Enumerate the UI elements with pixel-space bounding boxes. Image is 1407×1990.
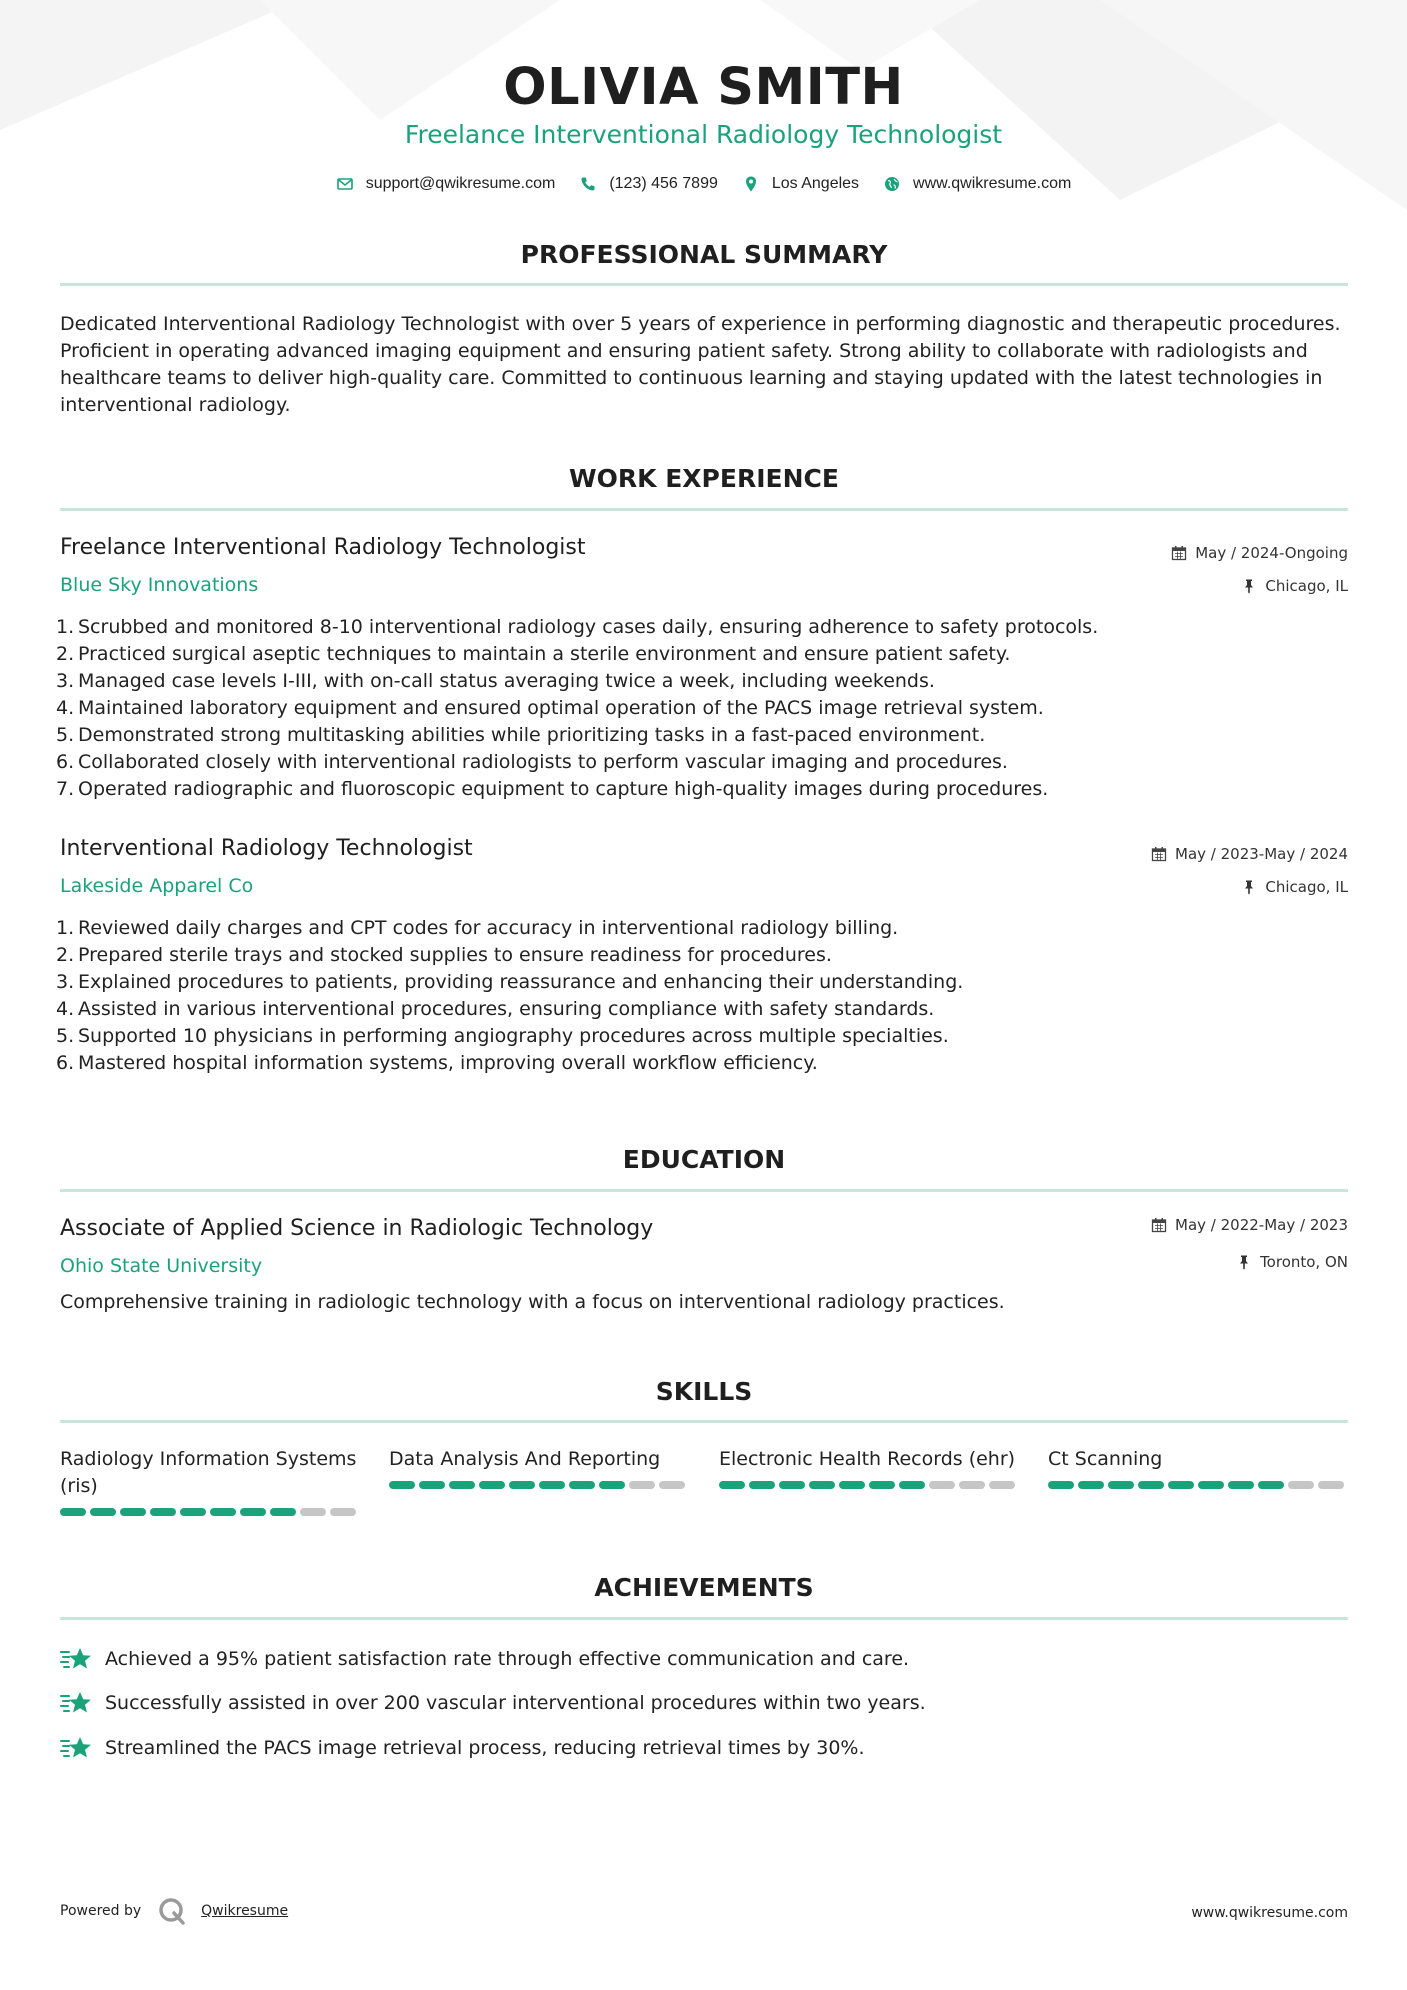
list-item: 7. Operated radiographic and fluoroscopic equipment to capture high-quality images during procedures. — [56, 778, 1049, 800]
skill-level-bar — [60, 1508, 360, 1516]
map-marker-icon — [742, 175, 760, 193]
skill-segment-filled — [210, 1508, 236, 1516]
list-item: 5. Demonstrated strong multitasking abilities while prioritizing tasks in a fast-paced environment. — [56, 724, 986, 746]
pushpin-icon — [1241, 879, 1257, 895]
skill-segment-filled — [479, 1481, 505, 1489]
skill-segment-filled — [1048, 1481, 1074, 1489]
list-item: 3. Managed case levels I-III, with on-call status averaging twice a week, including weekends. — [56, 670, 935, 692]
summary-divider — [60, 283, 1348, 286]
skill-segment-empty — [929, 1481, 955, 1489]
job-bullets-1 — [56, 614, 1346, 803]
skill-2 — [389, 1446, 689, 1489]
skill-segment-filled — [1168, 1481, 1194, 1489]
skill-1 — [60, 1446, 360, 1516]
contact-location-text: Los Angeles — [771, 175, 860, 192]
skill-segment-filled — [120, 1508, 146, 1516]
contact-location — [742, 175, 859, 193]
contact-website[interactable] — [883, 175, 1071, 193]
list-item: 2. Prepared sterile trays and stocked supplies to ensure readiness for procedures. — [56, 944, 832, 966]
skill-name: Radiology Information Systems (ris) — [60, 1448, 357, 1497]
skill-segment-empty — [629, 1481, 655, 1489]
job-company-1: Blue Sky Innovations — [60, 574, 259, 596]
summary-text: Dedicated Interventional Radiology Technologist with over 5 years of experience in performing diagnostic and therapeutic procedures. Proficient in operating advanced imaging equipment and ensuring patient safety. Strong ability to collaborate with radiologists and healthcare teams to deliver high-quality care. Committed to continuous learning and staying updated with the latest technologies in interventional radiology. — [60, 313, 1341, 416]
list-item: 3. Explained procedures to patients, providing reassurance and enhancing their understanding. — [56, 971, 964, 993]
star-achievement-icon — [60, 1735, 92, 1761]
achievement-item: Achieved a 95% patient satisfaction rate through effective communication and care. — [60, 1644, 909, 1674]
footer-website-link[interactable]: www.qwikresume.com — [1191, 1905, 1348, 1921]
experience-divider — [60, 508, 1348, 511]
education-school: Ohio State University — [60, 1255, 263, 1277]
education-location-text: Toronto, ON — [1260, 1253, 1348, 1271]
list-item: 6. Mastered hospital information systems, improving overall workflow efficiency. — [56, 1052, 818, 1074]
education-location — [1236, 1253, 1348, 1271]
education-divider — [60, 1189, 1348, 1192]
list-item: 5. Supported 10 physicians in performing angiography procedures across multiple specialties. — [56, 1025, 949, 1047]
skill-segment-empty — [989, 1481, 1015, 1489]
skill-segment-filled — [449, 1481, 475, 1489]
skill-segment-empty — [300, 1508, 326, 1516]
job-location-text-2: Chicago, IL — [1265, 878, 1348, 896]
skill-segment-filled — [240, 1508, 266, 1516]
job-location-2 — [1241, 878, 1348, 896]
skill-segment-filled — [779, 1481, 805, 1489]
skills-heading: SKILLS — [655, 1377, 753, 1406]
skill-name: Data Analysis And Reporting — [389, 1448, 661, 1470]
skill-segment-empty — [659, 1481, 685, 1489]
skill-level-bar — [719, 1481, 1019, 1489]
skill-segment-empty — [959, 1481, 985, 1489]
contact-phone[interactable] — [579, 175, 718, 193]
skill-segment-filled — [749, 1481, 775, 1489]
qwikresume-logo-icon — [157, 1896, 187, 1926]
education-degree: Associate of Applied Science in Radiologic Technology — [60, 1216, 654, 1241]
skill-level-bar — [389, 1481, 689, 1489]
skill-segment-filled — [809, 1481, 835, 1489]
skill-segment-filled — [1258, 1481, 1284, 1489]
list-item: 6. Collaborated closely with interventional radiologists to perform vascular imaging and procedures. — [56, 751, 1008, 773]
achievements-heading: ACHIEVEMENTS — [594, 1573, 814, 1602]
contact-phone-text: (123) 456 7899 — [609, 175, 718, 192]
skill-segment-filled — [270, 1508, 296, 1516]
job-dates-1 — [1171, 544, 1348, 562]
skill-segment-filled — [1108, 1481, 1134, 1489]
skill-segment-empty — [1288, 1481, 1314, 1489]
powered-by-label: Powered by — [60, 1903, 142, 1919]
skill-segment-filled — [1138, 1481, 1164, 1489]
education-dates — [1151, 1216, 1348, 1234]
education-heading: EDUCATION — [622, 1145, 786, 1174]
skill-segment-filled — [599, 1481, 625, 1489]
skill-segment-filled — [899, 1481, 925, 1489]
footer-powered-by — [60, 1896, 288, 1926]
job-dates-text-1: May / 2024-Ongoing — [1195, 544, 1348, 562]
skill-segment-filled — [1228, 1481, 1254, 1489]
skill-segment-filled — [389, 1481, 415, 1489]
list-item: 4. Maintained laboratory equipment and ensured optimal operation of the PACS image retrieval system. — [56, 697, 1044, 719]
skill-name: Electronic Health Records (ehr) — [719, 1448, 1016, 1470]
skill-4 — [1048, 1446, 1348, 1489]
qwikresume-link[interactable]: Qwikresume — [201, 1903, 289, 1919]
job-dates-2 — [1151, 845, 1348, 863]
skill-name: Ct Scanning — [1048, 1448, 1163, 1470]
skill-segment-filled — [719, 1481, 745, 1489]
achievement-item: Successfully assisted in over 200 vascular interventional procedures within two years. — [60, 1688, 926, 1718]
job-title-1: Freelance Interventional Radiology Technologist — [60, 535, 586, 560]
contact-email-text: support@qwikresume.com — [365, 175, 556, 192]
list-item: 4. Assisted in various interventional procedures, ensuring compliance with safety standards. — [56, 998, 935, 1020]
candidate-title: Freelance Interventional Radiology Technologist — [404, 120, 1003, 149]
job-bullets-2 — [56, 915, 1346, 1077]
skill-segment-empty — [330, 1508, 356, 1516]
skill-segment-filled — [90, 1508, 116, 1516]
skill-segment-filled — [1078, 1481, 1104, 1489]
skill-level-bar — [1048, 1481, 1348, 1489]
skill-segment-filled — [419, 1481, 445, 1489]
skill-segment-filled — [539, 1481, 565, 1489]
contact-website-text: www.qwikresume.com — [913, 175, 1072, 192]
envelope-icon — [336, 175, 354, 193]
skill-segment-filled — [1198, 1481, 1224, 1489]
phone-icon — [579, 175, 597, 193]
education-description: Comprehensive training in radiologic technology with a focus on interventional radiology practices. — [60, 1291, 1005, 1313]
summary-heading: PROFESSIONAL SUMMARY — [520, 240, 888, 269]
contact-email[interactable] — [336, 175, 556, 193]
contact-bar — [0, 172, 1407, 196]
job-location-1 — [1241, 577, 1348, 595]
candidate-name: OLIVIA SMITH — [503, 58, 904, 117]
achievements-divider — [60, 1617, 1348, 1620]
calendar-icon — [1151, 846, 1167, 862]
skill-segment-filled — [180, 1508, 206, 1516]
experience-heading: WORK EXPERIENCE — [569, 464, 839, 493]
list-item: 1. Reviewed daily charges and CPT codes for accuracy in interventional radiology billing. — [56, 917, 899, 939]
list-item: 2. Practiced surgical aseptic techniques to maintain a sterile environment and ensure patient safety. — [56, 643, 1011, 665]
education-dates-text: May / 2022-May / 2023 — [1175, 1216, 1348, 1234]
skill-segment-filled — [869, 1481, 895, 1489]
job-company-2: Lakeside Apparel Co — [60, 875, 254, 897]
skills-divider — [60, 1420, 1348, 1423]
calendar-icon — [1151, 1217, 1167, 1233]
achievement-item: Streamlined the PACS image retrieval process, reducing retrieval times by 30%. — [60, 1733, 865, 1763]
skill-segment-empty — [1318, 1481, 1344, 1489]
skill-segment-filled — [839, 1481, 865, 1489]
skill-segment-filled — [509, 1481, 535, 1489]
skill-segment-filled — [569, 1481, 595, 1489]
job-location-text-1: Chicago, IL — [1265, 577, 1348, 595]
skill-3 — [719, 1446, 1019, 1489]
star-achievement-icon — [60, 1646, 92, 1672]
job-title-2: Interventional Radiology Technologist — [60, 836, 473, 861]
star-achievement-icon — [60, 1690, 92, 1716]
pushpin-icon — [1241, 578, 1257, 594]
skill-segment-filled — [60, 1508, 86, 1516]
pushpin-icon — [1236, 1254, 1252, 1270]
calendar-icon — [1171, 545, 1187, 561]
list-item: 1. Scrubbed and monitored 8-10 interventional radiology cases daily, ensuring adherence to safety protocols. — [56, 616, 1099, 638]
skill-segment-filled — [150, 1508, 176, 1516]
job-dates-text-2: May / 2023-May / 2024 — [1175, 845, 1348, 863]
globe-icon — [883, 175, 901, 193]
